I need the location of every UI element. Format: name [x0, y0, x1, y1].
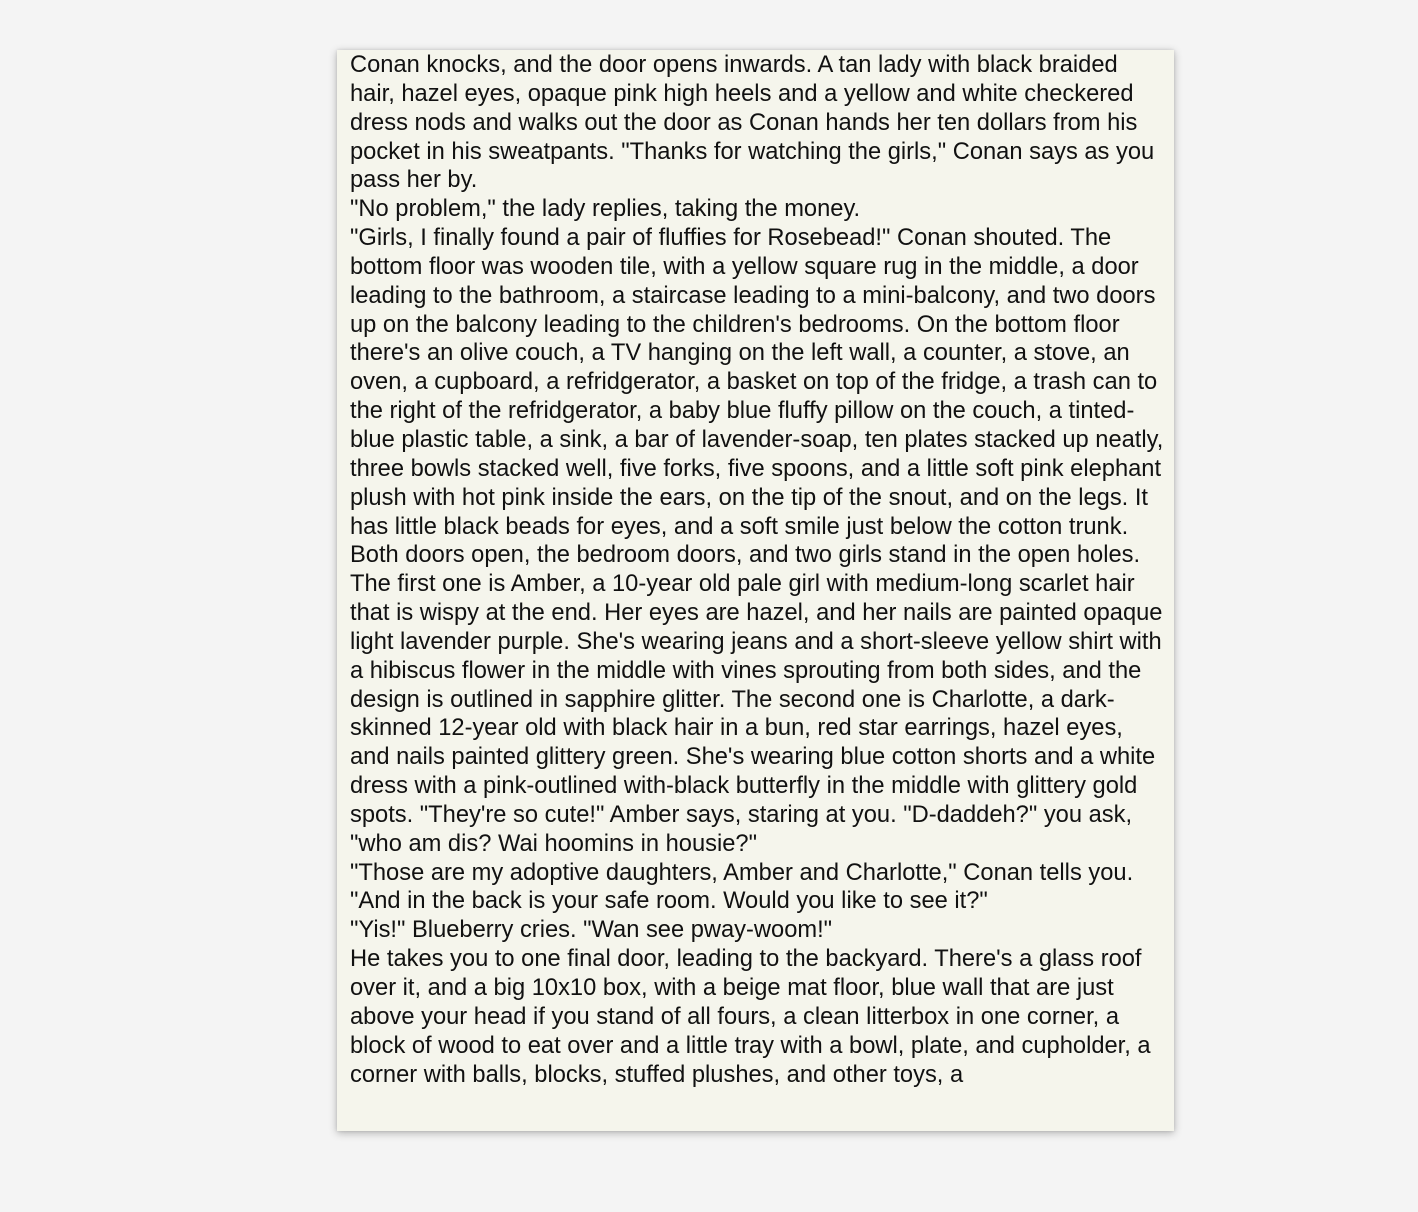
document-page [337, 50, 1174, 1131]
document-text [350, 51, 1164, 1089]
paragraph-5: "Yis!" Blueberry cries. "Wan see pway-woom!" [350, 917, 833, 944]
paragraph-1: Conan knocks, and the door opens inwards. A tan lady with black braided hair, hazel eyes, opaque pink high heels and a yellow and white checkered dress nods and walks out the door as Conan hands her ten dollars from his pocket in his sweatpants. "Thanks for watching the girls," Conan says as you pass her by. [350, 52, 1155, 194]
paragraph-3: "Girls, I finally found a pair of fluffies for Rosebead!" Conan shouted. The bottom floor was wooden tile, with a yellow square rug in the middle, a door leading to the bathroom, a staircase leading to a mini-balcony, and two doors up on the balcony leading to the children's bedrooms. On the bottom floor there's an olive couch, a TV hanging on the left wall, a counter, a stove, an oven, a cupboard, a refridgerator, a basket on top of the fridge, a trash can to the right of the refridgerator, a baby blue fluffy pillow on the couch, a tinted-blue plastic table, a sink, a bar of lavender-soap, ten plates stacked up neatly, three bowls stacked well, five forks, five spoons, and a little soft pink elephant plush with hot pink inside the ears, on the tip of the snout, and on the legs. It has little black beads for eyes, and a soft smile just below the cotton trunk. Both doors open, the bedroom doors, and two girls stand in the open holes. The first one is Amber, a 10-year old pale girl with medium-long scarlet hair that is wispy at the end. Her eyes are hazel, and her nails are painted opaque light lavender purple. She's wearing jeans and a short-sleeve yellow shirt with a hibiscus flower in the middle with vines sprouting from both sides, and the design is outlined in sapphire glitter. The second one is Charlotte, a dark-skinned 12-year old with black hair in a bun, red star earrings, hazel eyes, and nails painted glittery green. She's wearing blue cotton shorts and a white dress with a pink-outlined with-black butterfly in the middle with glittery gold spots. "They're so cute!" Amber says, staring at you. "D-daddeh?" you ask, "who am dis? Wai hoomins in housie?" [350, 225, 1164, 857]
paragraph-4: "Those are my adoptive daughters, Amber and Charlotte," Conan tells you. "And in the back is your safe room. Would you like to see it?" [350, 859, 1134, 915]
paragraph-2: "No problem," the lady replies, taking the money. [350, 196, 861, 223]
paragraph-6: He takes you to one final door, leading to the backyard. There's a glass roof over it, and a big 10x10 box, with a beige mat floor, blue wall that are just above your head if you stand of all fours, a clean litterbox in one corner, a block of wood to eat over and a little tray with a bowl, plate, and cupholder, a corner with balls, blocks, stuffed plushes, and other toys, a [350, 946, 1151, 1088]
